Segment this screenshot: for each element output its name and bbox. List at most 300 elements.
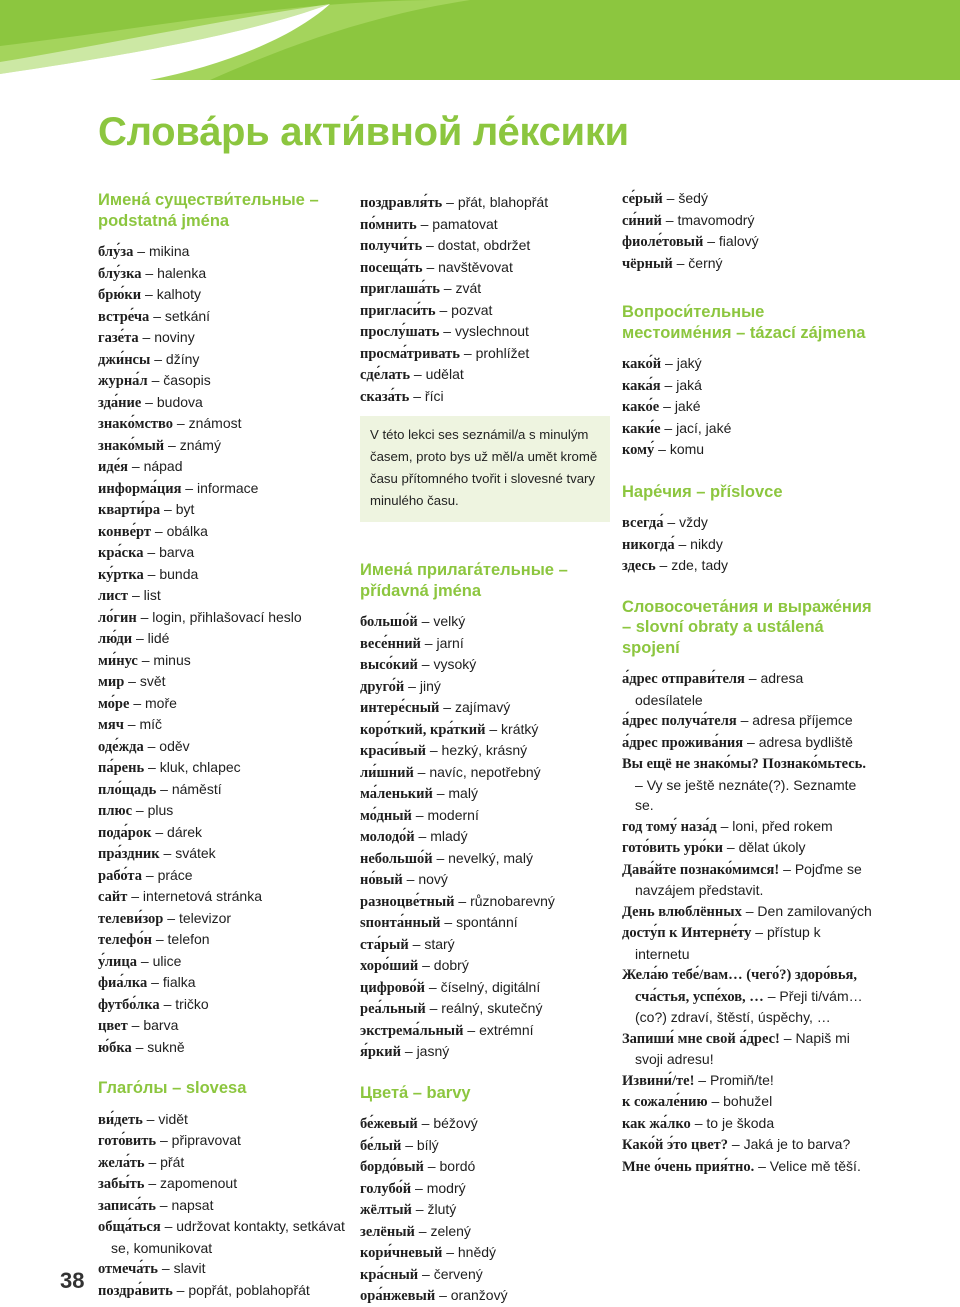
separator-dash: –	[463, 1021, 480, 1038]
vocab-translation: loni, před rokem	[732, 817, 833, 834]
separator-dash: –	[418, 1265, 434, 1282]
vocab-translation: připravovat	[171, 1132, 241, 1148]
vocab-term: ви́деть	[98, 1111, 143, 1128]
vocab-term: Дава́йте познако́мимся!	[622, 861, 780, 878]
vocab-entry	[360, 805, 610, 827]
separator-dash: –	[156, 1132, 172, 1148]
banner-graphic	[0, 0, 960, 80]
vocab-entry	[360, 343, 610, 365]
vocab-term: чёрный	[622, 255, 673, 272]
separator-dash: –	[402, 871, 419, 887]
vocab-entry	[360, 762, 610, 784]
vocab-term: пло́щадь	[98, 781, 157, 798]
vocab-translation: Napiš mi svoji adresu!	[635, 1029, 850, 1067]
separator-dash: –	[694, 1071, 710, 1088]
vocab-entry	[360, 848, 610, 870]
section-title: Имена́ существи́тельные – podstatná jména	[98, 191, 319, 230]
vocab-term: гото́вить уро́ки	[622, 840, 723, 856]
vocab-translation: červený	[433, 1265, 483, 1282]
vocab-entry	[622, 837, 872, 859]
vocab-entry	[98, 1152, 348, 1174]
vocab-entry	[98, 822, 348, 844]
vocab-entry	[98, 908, 348, 930]
vocab-entry	[360, 977, 610, 999]
entry-list	[622, 188, 872, 274]
separator-dash: –	[137, 651, 154, 668]
vocab-translation: oranžový	[450, 1287, 508, 1303]
separator-dash: –	[423, 1158, 440, 1174]
vocab-term: ку́ртка	[98, 566, 144, 583]
vocab-entry	[360, 1178, 610, 1200]
separator-dash: –	[703, 233, 719, 249]
vocab-entry	[98, 284, 348, 306]
separator-dash: –	[144, 759, 160, 775]
separator-dash: –	[422, 237, 438, 253]
vocab-term: интере́сный	[360, 700, 440, 716]
vocab-entry	[360, 869, 610, 891]
vocab-entry	[98, 951, 348, 973]
vocab-translation: Den zamilovaných	[757, 902, 872, 919]
vocab-term: забы́ть	[98, 1176, 145, 1192]
vocab-term: у́лица	[98, 953, 137, 970]
vocab-translation: obálka	[166, 522, 208, 539]
separator-dash: –	[172, 1281, 189, 1298]
vocab-translation: šedý	[678, 190, 708, 206]
separator-dash: –	[163, 909, 179, 926]
entry-list	[360, 192, 610, 407]
vocab-entry	[360, 321, 610, 343]
vocab-translation: ulice	[152, 952, 182, 969]
separator-dash: –	[136, 608, 153, 625]
vocab-entry	[622, 188, 872, 210]
separator-dash: –	[414, 1222, 431, 1239]
vocab-translation: jaká	[676, 376, 702, 393]
vocab-entry	[360, 1199, 610, 1221]
vocab-term: жёлтый	[360, 1202, 412, 1218]
vocab-translation: přát	[160, 1153, 185, 1170]
vocab-translation: pozvat	[451, 301, 493, 318]
separator-dash: –	[779, 860, 795, 877]
vocab-translation: jasný	[416, 1043, 450, 1059]
vocab-entry	[622, 231, 872, 253]
vocab-term: оде́жда	[98, 738, 144, 755]
vocab-term: блу́зка	[98, 265, 142, 282]
vocab-translation: vyslechnout	[454, 323, 529, 339]
vocab-translation: spontánní	[456, 914, 518, 930]
vocab-term: всегда́	[622, 515, 664, 531]
separator-dash: –	[144, 1153, 161, 1170]
vocab-translation: jací, jaké	[676, 419, 732, 436]
vocab-entry	[622, 555, 872, 577]
vocab-translation: béžový	[433, 1115, 478, 1131]
vocab-entry	[98, 1258, 348, 1280]
vocab-term: голубо́й	[360, 1180, 412, 1197]
vocab-term: sпонта́нный	[360, 915, 441, 931]
vocab-entry	[622, 439, 872, 461]
separator-dash: –	[660, 376, 677, 393]
separator-dash: –	[435, 301, 452, 318]
vocab-term: но́вый	[360, 872, 403, 888]
vocab-entry	[98, 607, 348, 629]
vocab-entry	[360, 1135, 610, 1157]
separator-dash: –	[141, 393, 157, 410]
vocab-translation: známost	[188, 415, 242, 431]
vocab-translation: bílý	[416, 1136, 439, 1153]
vocab-entry	[98, 1109, 348, 1131]
vocab-translation: zde, tady	[671, 557, 729, 573]
separator-dash: –	[736, 712, 753, 728]
separator-dash: –	[127, 1017, 144, 1033]
separator-dash: –	[660, 419, 677, 436]
vocab-term: знако́мство	[98, 416, 173, 432]
vocab-term: фиа́лка	[98, 975, 148, 991]
vocab-term: лист	[98, 588, 129, 604]
vocab-term: журна́л	[98, 373, 148, 389]
vocab-term: како́е	[622, 399, 660, 415]
separator-dash: –	[672, 254, 689, 271]
vocab-term: мо́ре	[98, 695, 130, 712]
entry-list	[98, 1109, 348, 1302]
vocab-entry	[622, 1091, 872, 1113]
column-2	[360, 190, 610, 1307]
vocab-translation: bohužel	[723, 1093, 773, 1109]
separator-dash: –	[124, 673, 140, 689]
vocab-translation: Pojďme se navzájem představit.	[635, 860, 862, 898]
vocab-term: здесь	[622, 558, 656, 574]
separator-dash: –	[420, 634, 437, 651]
entry-list	[622, 668, 872, 1177]
vocab-translation: modrý	[426, 1179, 466, 1196]
vocab-term: ма́ленький	[360, 786, 433, 802]
separator-dash: –	[654, 441, 670, 457]
separator-dash: –	[661, 355, 677, 371]
vocab-entry	[360, 633, 610, 655]
vocab-translation: bunda	[159, 565, 199, 582]
vocab-translation: list	[143, 587, 161, 603]
vocab-entry	[98, 779, 348, 801]
vocab-entry	[98, 671, 348, 693]
vocab-term: си́ний	[622, 212, 662, 229]
vocab-translation: Přeji ti/vám… (co?) zdraví, štěstí, úspěchy, …	[635, 987, 863, 1025]
vocab-term: конве́рт	[98, 523, 152, 540]
separator-dash: –	[411, 806, 428, 823]
separator-dash: –	[149, 307, 165, 324]
vocab-translation: vždy	[679, 514, 708, 530]
vocab-translation: dárek	[167, 823, 203, 840]
vocab-term: зда́ние	[98, 394, 142, 411]
vocab-translation: vysoký	[433, 656, 477, 672]
vocab-term: како́й	[622, 356, 662, 372]
vocab-term: небольшо́й	[360, 850, 433, 867]
vocab-translation: televizor	[178, 909, 232, 926]
vocab-entry	[98, 714, 348, 736]
vocab-term: лю́ди	[98, 631, 133, 647]
vocab-entry	[360, 955, 610, 977]
vocab-translation: mladý	[430, 828, 468, 844]
vocab-term: к сожале́нию	[622, 1094, 708, 1110]
vocab-term: знако́мый	[98, 437, 165, 454]
vocab-entry	[360, 278, 610, 300]
separator-dash: –	[442, 1244, 458, 1260]
vocab-entry	[622, 210, 872, 232]
vocab-term: Мне о́чень прия́тно.	[622, 1158, 755, 1175]
separator-dash: –	[425, 742, 442, 758]
separator-dash: –	[439, 699, 455, 715]
vocab-term: а́дрес получа́теля	[622, 713, 737, 729]
separator-dash: –	[147, 974, 163, 990]
separator-dash: –	[635, 776, 647, 793]
separator-dash: –	[442, 194, 458, 210]
page-title: Слова́рь акти́вной ле́ксики	[98, 110, 629, 154]
vocab-entry	[98, 650, 348, 672]
vocab-entry	[98, 478, 348, 500]
vocab-entry	[360, 740, 610, 762]
vocab-translation: mikina	[148, 243, 190, 259]
vocab-term: друго́й	[360, 678, 405, 695]
separator-dash: –	[454, 892, 471, 909]
vocab-entry	[622, 1134, 872, 1156]
vocab-translation: komu	[669, 441, 705, 457]
separator-dash: –	[439, 323, 455, 339]
separator-dash: –	[123, 716, 140, 732]
vocab-entry	[360, 1113, 610, 1135]
vocab-translation: malý	[448, 785, 478, 801]
vocab-translation: hnědý	[457, 1244, 497, 1260]
vocab-entry	[360, 611, 610, 633]
vocab-entry	[360, 998, 610, 1020]
vocab-translation: moderní	[427, 806, 479, 823]
vocab-entry	[360, 783, 610, 805]
vocab-translation: známý	[179, 436, 221, 453]
separator-dash: –	[142, 1110, 159, 1127]
vocab-term: плюс	[98, 803, 133, 819]
vocab-term: гото́вить	[98, 1133, 157, 1149]
separator-dash: –	[141, 264, 158, 281]
separator-dash: –	[432, 785, 449, 801]
vocab-entry	[622, 753, 872, 816]
vocab-entry	[98, 972, 348, 994]
separator-dash: –	[432, 849, 449, 866]
vocab-entry	[98, 1216, 348, 1258]
vocab-entry	[360, 1285, 610, 1307]
vocab-translation: adresa odesílatele	[635, 670, 804, 708]
vocab-term: а́дрес прожива́ния	[622, 734, 744, 751]
vocab-entry	[98, 865, 348, 887]
section-title: Наре́чия – příslovce	[622, 482, 783, 501]
vocab-entry	[622, 1070, 872, 1092]
vocab-entry	[622, 732, 872, 754]
section-pronouns	[622, 302, 872, 461]
vocab-term: сайт	[98, 889, 128, 905]
separator-dash: –	[422, 258, 439, 275]
vocab-translation: žlutý	[427, 1201, 457, 1217]
vocab-translation: zelený	[430, 1222, 471, 1239]
vocab-term: па́рень	[98, 760, 145, 776]
vocab-entry	[360, 192, 610, 214]
vocab-entry	[98, 435, 348, 457]
separator-dash: –	[131, 1038, 148, 1055]
vocab-entry	[98, 564, 348, 586]
separator-dash: –	[132, 802, 148, 818]
vocab-entry	[360, 1020, 610, 1042]
vocab-translation: prohlížet	[475, 344, 530, 361]
vocab-term: иде́я	[98, 459, 128, 475]
vocab-entry	[360, 719, 610, 741]
vocab-term: краси́вый	[360, 743, 426, 759]
vocab-entry	[98, 736, 348, 758]
vocab-term: жела́ть	[98, 1154, 145, 1171]
vocab-translation: džíny	[165, 350, 200, 367]
vocab-entry	[622, 901, 872, 923]
vocab-term: отмеча́ть	[98, 1261, 158, 1277]
separator-dash: –	[411, 1179, 427, 1196]
vocab-entry	[360, 300, 610, 322]
vocab-translation: navíc, nepotřebný	[429, 763, 541, 780]
vocab-term: прослу́шать	[360, 324, 440, 340]
vocab-term: пра́здник	[98, 846, 160, 862]
vocab-entry	[360, 1156, 610, 1178]
vocab-translation: minus	[153, 651, 191, 668]
section-title: Глаго́лы – slovesa	[98, 1079, 247, 1097]
vocab-term: ло́гин	[98, 609, 137, 626]
separator-dash: –	[414, 828, 431, 844]
vocab-term: кака́я	[622, 377, 661, 394]
vocab-term: записа́ть	[98, 1197, 156, 1214]
vocab-translation: starý	[424, 935, 455, 952]
vocab-term: приглаша́ть	[360, 281, 440, 297]
separator-dash: –	[413, 763, 430, 780]
separator-dash: –	[662, 190, 679, 206]
vocab-translation: míč	[139, 716, 163, 732]
vocab-term: по́мнить	[360, 216, 417, 233]
separator-dash: –	[138, 329, 155, 345]
section-verbs	[98, 1078, 348, 1301]
vocab-entry	[98, 929, 348, 951]
vocab-term: реа́льный	[360, 1001, 426, 1017]
vocab-term: кварти́ра	[98, 502, 161, 518]
vocab-translation: udržovat kontakty, setkávat se, komunikovat	[111, 1218, 345, 1256]
vocab-term: кому́	[622, 442, 655, 458]
vocab-term: ста́рый	[360, 936, 409, 953]
separator-dash: –	[418, 957, 434, 973]
vocab-entry	[360, 826, 610, 848]
vocab-term: газе́та	[98, 330, 139, 346]
vocab-translation: barva	[143, 1017, 179, 1033]
vocab-translation: velký	[433, 613, 466, 629]
vocab-translation: sukně	[147, 1038, 185, 1055]
section-title: Имена́ прилага́тельные – přídavná jména	[360, 561, 568, 600]
vocab-translation: práce	[157, 866, 193, 883]
vocab-translation: přístup k internetu	[635, 924, 821, 962]
vocab-entry	[98, 800, 348, 822]
vocab-entry	[98, 413, 348, 435]
separator-dash: –	[439, 280, 456, 296]
vocab-term: поздравля́ть	[360, 195, 443, 211]
vocab-translation: černý	[688, 254, 723, 271]
vocab-entry	[622, 859, 872, 901]
vocab-translation: udělat	[425, 366, 464, 382]
vocab-term: рабо́та	[98, 867, 142, 884]
section-nouns	[98, 190, 348, 1058]
vocab-entry	[360, 1242, 610, 1264]
vocab-entry	[622, 418, 872, 440]
vocab-translation: dostat, obdržet	[437, 237, 531, 253]
vocab-entry	[622, 534, 872, 556]
vocab-entry	[98, 327, 348, 349]
vocab-term: каки́е	[622, 420, 661, 437]
separator-dash: –	[411, 1201, 428, 1217]
vocab-translation: přát, blahopřát	[457, 194, 549, 210]
vocab-entry	[360, 364, 610, 386]
vocab-translation: barva	[159, 544, 195, 560]
vocab-translation: svátek	[175, 845, 216, 861]
vocab-term: Како́й э́то цвет?	[622, 1137, 729, 1153]
vocab-term: Извини́/те!	[622, 1072, 695, 1089]
vocab-term: просма́тривать	[360, 345, 460, 362]
vocab-translation: nevelký, malý	[448, 849, 533, 866]
separator-dash: –	[151, 931, 168, 947]
separator-dash: –	[744, 670, 761, 686]
separator-dash: –	[143, 544, 160, 560]
entry-list	[622, 353, 872, 461]
vocab-term: никогда́	[622, 536, 675, 553]
vocab-entry	[622, 1028, 872, 1070]
vocab-translation: zajímavý	[455, 699, 511, 715]
vocab-term: сде́лать	[360, 367, 411, 383]
header-banner	[0, 0, 960, 80]
vocab-entry	[360, 1264, 610, 1286]
vocab-term: бе́лый	[360, 1137, 402, 1154]
vocab-term: высо́кий	[360, 657, 418, 673]
vocab-entry	[98, 585, 348, 607]
vocab-translation: pamatovat	[432, 215, 498, 232]
vocab-translation: krátký	[501, 720, 539, 737]
vocab-translation: nový	[418, 871, 448, 887]
separator-dash: –	[674, 535, 691, 552]
vocab-term: пода́рок	[98, 824, 152, 841]
column-3	[622, 190, 872, 1177]
separator-dash: –	[425, 978, 441, 995]
entry-list	[360, 1113, 610, 1307]
vocab-translation: fialka	[162, 974, 196, 990]
vocab-entry	[98, 693, 348, 715]
separator-dash: –	[741, 902, 758, 919]
vocab-translation: nápad	[143, 458, 183, 474]
vocab-term: телеви́зор	[98, 910, 164, 927]
separator-dash: –	[690, 1114, 707, 1131]
vocab-term: досту́п к Интерне́ту	[622, 925, 752, 941]
vocab-entry	[360, 257, 610, 279]
vocab-term: ли́шний	[360, 764, 414, 781]
vocab-translation: kalhoty	[156, 286, 202, 302]
vocab-translation: číselný, digitální	[440, 978, 541, 995]
vocab-entry	[98, 628, 348, 650]
vocab-entry	[622, 922, 872, 964]
section-adjectives	[360, 560, 610, 1063]
vocab-term: обща́ться	[98, 1219, 161, 1235]
separator-dash: –	[459, 344, 476, 361]
vocab-translation: login, přihlašovací heslo	[152, 608, 302, 625]
separator-dash: –	[743, 733, 759, 750]
vocab-translation: budova	[156, 393, 203, 410]
vocab-entry	[98, 1130, 348, 1152]
vocab-term: цифрово́й	[360, 979, 426, 996]
vocab-entry	[360, 654, 610, 676]
vocab-term: Вы ещё не знако́мы? Познако́мьтесь.	[622, 756, 866, 772]
separator-dash: –	[136, 952, 153, 969]
vocab-translation: časopis	[163, 372, 211, 388]
vocab-entry	[98, 1015, 348, 1037]
